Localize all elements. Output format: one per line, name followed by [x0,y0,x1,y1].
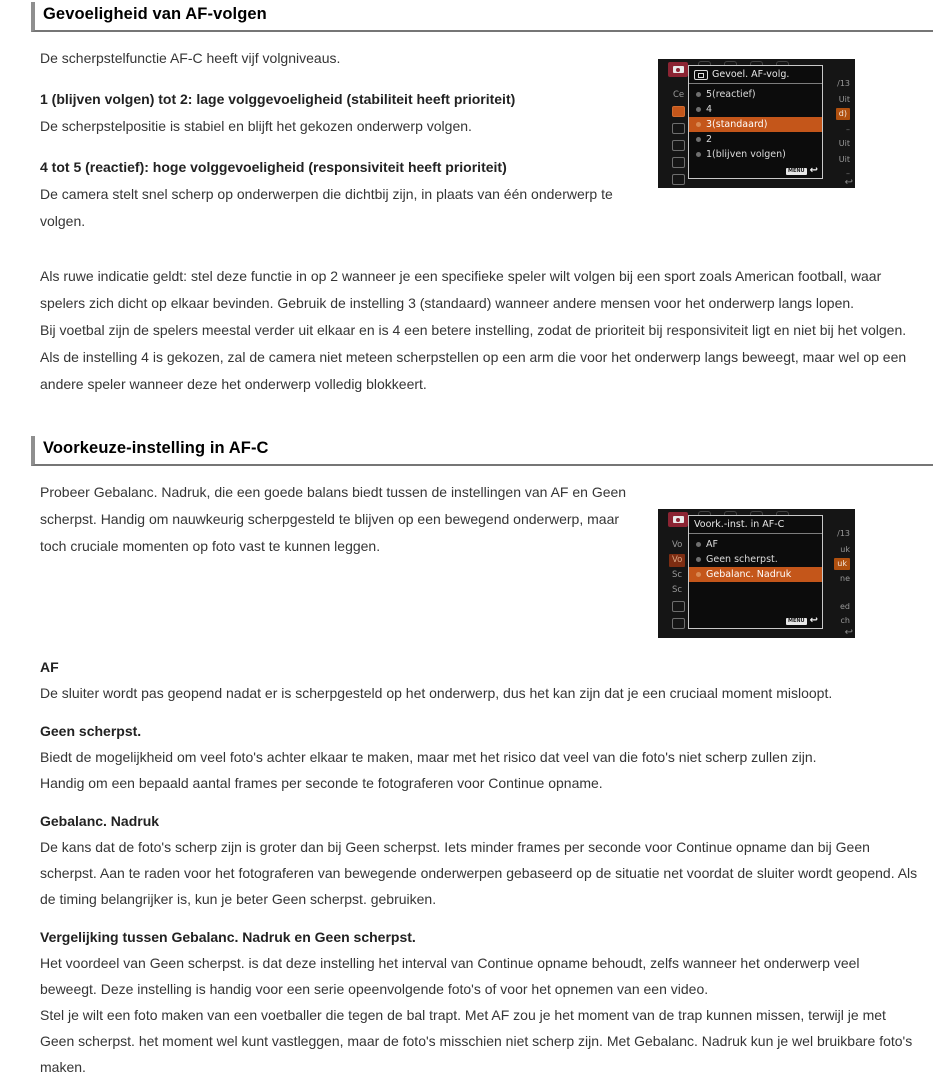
menu-button-hint: MENU [787,617,805,624]
return-icon: ↩ [809,165,818,176]
radio-bullet-icon [696,107,701,112]
section-heading: Voorkeuze-instelling in AF-C [31,436,933,466]
menu-bg-label: Sc [672,570,683,580]
section-af-tracking-sensitivity [31,2,933,398]
camera-glyph [673,66,684,73]
menu-bg-value: Uit [838,95,850,104]
menu-bg-value-highlight: d) [836,108,850,120]
section-intro: De scherpstelfunctie AF-C heeft vijf volgniveaus. [40,50,341,66]
option-entry-release [40,718,920,796]
menu-bg-label: Sc [672,585,683,595]
menu-category-icon [672,174,685,185]
popup-options [689,84,822,162]
option-entry-body: Het voordeel van Geen scherpst. is dat deze instelling het interval van Continue opname behoudt, zelfs wanneer het onderwerp veel beweegt. Deze instelling is handig voor een serie opeenvolgende foto's of voor het opnemen van een video. [40,955,860,997]
camera-mode-icon [668,62,688,77]
popup-title: Voork.-inst. in AF-C [694,519,785,530]
camera-menu-popup [688,65,823,179]
setting-range-title: 4 tot 5 (reactief): hoge volggevoeligheid (responsiviteit heeft prioriteit) [40,159,507,175]
advice-paragraphs [40,263,920,398]
menu-bg-value: uk [840,545,850,554]
camera-mode-icon [668,512,688,527]
menu-bg-value-highlight: uk [834,558,850,570]
setting-range-body: De camera stelt snel scherp op onderwerpen die dichtbij zijn, in plaats van één onderwerp te volgen. [40,186,613,229]
option-entry-title: Geen scherpst. [40,723,142,739]
section-content [31,479,933,1080]
option-entry-body: De sluiter wordt pas geopend nadat er is scherpgesteld op het onderwerp, dus het kan zijn dat je een cruciaal moment misloopt. [40,685,833,701]
menu-category-icon [672,157,685,168]
menu-category-icon [672,140,685,151]
menu-bg-page-indicator: /13 [837,529,850,538]
section-content [31,45,933,398]
section-intro: Probeer Gebalanc. Nadruk, die een goede balans biedt tussen de instellingen van AF en Geen scherpst. Handig om nauwkeurig scherpgesteld te blijven op een bewegend onderwerp, maar toch cruciale momenten op foto vast te kunnen leggen. [40,484,627,554]
option-entry-title: Gebalanc. Nadruk [40,813,160,829]
section-afc-priority-setting [31,436,933,1080]
radio-bullet-icon [696,557,701,562]
option-entry-body: Stel je wilt een foto maken van een voetballer die tegen de bal trapt. Met AF zou je het moment van de trap kunnen missen, terwijl je met Geen scherpst. het moment wel kunt vastleggen, maar de foto's misschien niet scherp zijn. Met Gebalanc. Nadruk kun je wel bruikbare foto's maken. [40,1007,913,1075]
menu-bg-label-highlight: Vo [669,554,685,567]
document-page [31,0,933,1080]
popup-footer [786,166,818,176]
af-tracking-icon [694,70,708,80]
return-icon-dim: ↩ [844,627,853,638]
camera-screen [658,59,855,188]
menu-bg-value: ch [840,616,850,625]
setting-range-body: De scherpstelpositie is stabiel en blijft het gekozen onderwerp volgen. [40,118,472,134]
menu-bg-label: Vo [672,540,683,550]
menu-bg-page-indicator: /13 [837,79,850,88]
option-entry-title: Vergelijking tussen Gebalanc. Nadruk en Geen scherpst. [40,929,416,945]
section-heading: Gevoeligheid van AF-volgen [31,2,933,32]
camera-screen [658,509,855,638]
menu-bg-value: ne [840,574,850,583]
menu-option: 5(reactief) [689,87,822,102]
advice-paragraph: Als ruwe indicatie geldt: stel deze functie in op 2 wanneer je een specifieke speler wilt volgen bij een sport zoals American football, waar spelers zich dicht op elkaar bevinden. Gebruik de instelling 3 (standaard) wanneer andere mensen voor het onderwerp langs lopen. [40,268,882,311]
menu-option: Geen scherpst. [689,552,822,567]
return-icon-dim: ↩ [844,177,853,188]
menu-category-icon-active [672,106,685,117]
menu-option: AF [689,537,822,552]
setting-range-title: 1 (blijven volgen) tot 2: lage volggevoeligheid (stabiliteit heeft prioriteit) [40,91,516,107]
popup-options [689,534,822,582]
popup-footer [786,616,818,626]
menu-bg-value: – [846,169,850,178]
menu-option: 4 [689,102,822,117]
camera-glyph [673,516,684,523]
radio-bullet-icon [696,572,701,577]
menu-button-hint: MENU [787,167,805,174]
camera-menu-screenshot-afc-priority [658,509,855,638]
menu-option: 2 [689,132,822,147]
menu-bg-value: ed [840,602,850,611]
menu-category-icon [672,618,685,629]
menu-category-icon [672,123,685,134]
menu-bg-value: Uit [838,155,850,164]
menu-option-selected: 3(standaard) [689,117,822,132]
return-icon: ↩ [809,615,818,626]
option-entry-title: AF [40,659,59,675]
radio-bullet-icon [696,122,701,127]
menu-option: 1(blijven volgen) [689,147,822,162]
option-entry-body: Handig om een bepaald aantal frames per seconde te fotograferen voor Continue opname. [40,775,603,791]
option-entry-balanced [40,808,920,912]
radio-bullet-icon [696,152,701,157]
camera-menu-popup [688,515,823,629]
menu-option-selected: Gebalanc. Nadruk [689,567,822,582]
option-entry-body: Biedt de mogelijkheid om veel foto's achter elkaar te maken, maar met het risico dat veel van die foto's niet scherp zullen zijn. [40,749,817,765]
option-entry-body: De kans dat de foto's scherp zijn is groter dan bij Geen scherpst. Iets minder frames per seconde voor Continue opname dan bij Geen scherpst. Aan te raden voor het fotograferen van bewegende onderwerpen gebaseerd op de situatie net voordat de sluiter wordt geopend. Als de timing belangrijker is, kun je beter Geen scherpst. gebruiken. [40,839,918,907]
option-entry-comparison [40,924,920,1080]
radio-bullet-icon [696,137,701,142]
menu-bg-value: Uit [838,139,850,148]
popup-title: Gevoel. AF-volg. [712,69,790,81]
option-entry-af [40,654,920,706]
menu-category-icon [672,601,685,612]
menu-bg-label: Ce [673,90,685,100]
radio-bullet-icon [696,542,701,547]
advice-paragraph: Bij voetbal zijn de spelers meestal verder uit elkaar en is 4 een betere instelling, zodat de prioriteit bij responsiviteit ligt en niet bij het volgen. Als de instelling 4 is gekozen, zal de camera niet meteen scherpstellen op een arm die voor het onderwerp langs beweegt, maar wel op een andere speler wanneer deze het onderwerp volledig blokkeert. [40,322,907,392]
radio-bullet-icon [696,92,701,97]
camera-menu-screenshot-af-tracking [658,59,855,188]
menu-bg-value: – [846,125,850,134]
